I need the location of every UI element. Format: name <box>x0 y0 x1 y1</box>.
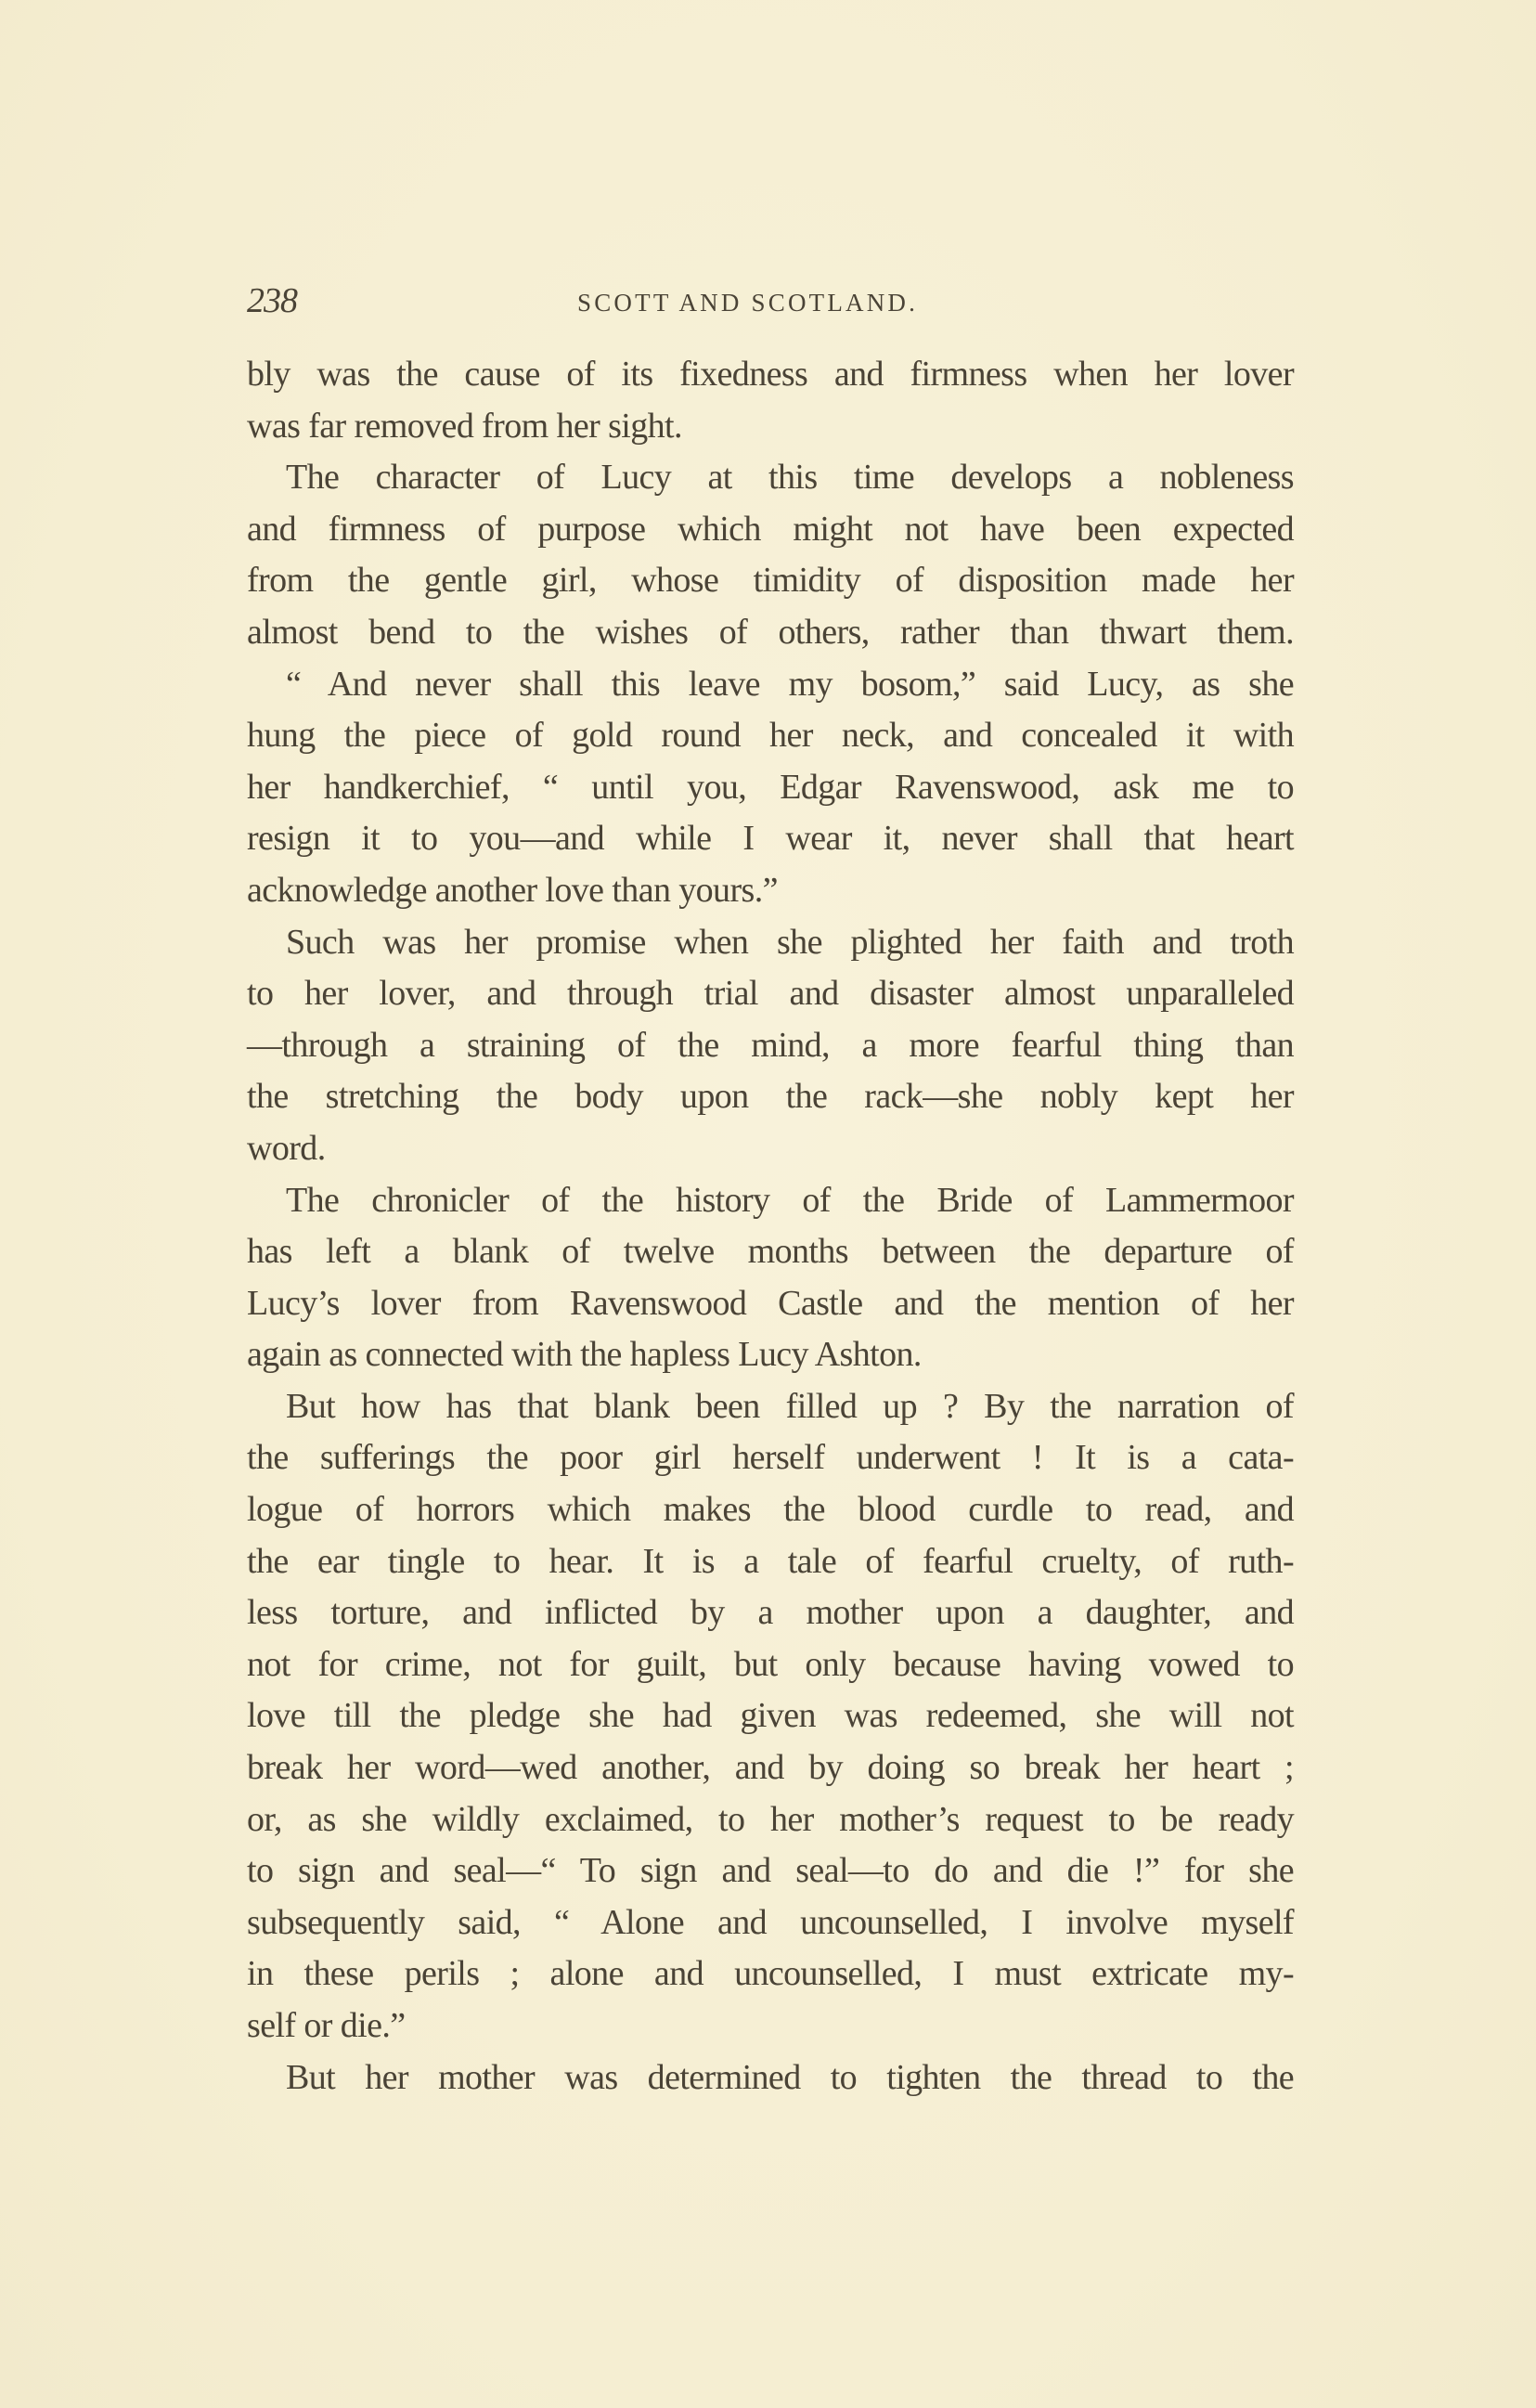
text-line: But how has that blank been filled up ? By the narration of <box>286 1386 1294 1426</box>
body-text <box>247 349 1294 2104</box>
text-line: resign it to you—and while I wear it, never shall that heart <box>247 819 1294 859</box>
paragraph <box>247 917 1294 1175</box>
text-line: love till the pledge she had given was redeemed, she will not <box>247 1696 1294 1736</box>
text-line: Lucy’s lover from Ravenswood Castle and the mention of her <box>247 1283 1294 1323</box>
text-line: break her word—wed another, and by doing so break her heart ; <box>247 1748 1294 1788</box>
text-line: bly was the cause of its fixedness and firmness when her lover <box>247 355 1294 394</box>
text-line: less torture, and inflicted by a mother upon a daughter, and <box>247 1593 1294 1633</box>
text-line: word. <box>247 1128 326 1168</box>
text-line: to her lover, and through trial and disaster almost unparalleled <box>247 974 1294 1014</box>
text-line: acknowledge another love than yours.” <box>247 870 778 910</box>
text-line: Such was her promise when she plighted her faith and troth <box>286 922 1294 962</box>
text-line: But her mother was determined to tighten the thread to the <box>286 2057 1294 2097</box>
running-head <box>247 278 1294 325</box>
text-line: in these perils ; alone and uncounselled, I must extricate my- <box>247 1954 1294 1994</box>
text-line: or, as she wildly exclaimed, to her mother’s request to be ready <box>247 1799 1294 1839</box>
text-line: from the gentle girl, whose timidity of disposition made her <box>247 561 1294 601</box>
text-line: the sufferings the poor girl herself underwent ! It is a cata- <box>247 1438 1294 1478</box>
text-line: The character of Lucy at this time develops a nobleness <box>286 458 1294 498</box>
text-line: The chronicler of the history of the Bride of Lammermoor <box>286 1180 1294 1220</box>
paragraph <box>247 452 1294 658</box>
running-title: SCOTT AND SCOTLAND. <box>577 289 919 317</box>
text-line: has left a blank of twelve months between the departure of <box>247 1232 1294 1272</box>
paragraph <box>247 2052 1294 2104</box>
text-line: was far removed from her sight. <box>247 406 682 446</box>
text-line: logue of horrors which makes the blood curdle to read, and <box>247 1490 1294 1530</box>
page-number: 238 <box>247 281 297 320</box>
text-line: self or die.” <box>247 2006 406 2045</box>
text-line: her handkerchief, “ until you, Edgar Ravenswood, ask me to <box>247 767 1294 807</box>
text-line: hung the piece of gold round her neck, and concealed it with <box>247 716 1294 756</box>
text-line: the ear tingle to hear. It is a tale of fearful cruelty, of ruth- <box>247 1541 1294 1581</box>
text-line: “ And never shall this leave my bosom,” said Lucy, as she <box>286 664 1294 704</box>
text-line: almost bend to the wishes of others, rather than thwart them. <box>247 612 1294 652</box>
text-line: and firmness of purpose which might not have been expected <box>247 509 1294 549</box>
text-line: —through a straining of the mind, a more fearful thing than <box>247 1025 1294 1065</box>
text-line: to sign and seal—“ To sign and seal—to do and die !” for she <box>247 1851 1294 1891</box>
text-line: not for crime, not for guilt, but only because having vowed to <box>247 1644 1294 1684</box>
text-line: subsequently said, “ Alone and uncounselled, I involve myself <box>247 1902 1294 1942</box>
paragraph <box>247 659 1294 917</box>
text-line: the stretching the body upon the rack—she nobly kept her <box>247 1077 1294 1117</box>
text-line: again as connected with the hapless Lucy Ashton. <box>247 1335 922 1375</box>
paragraph <box>247 349 1294 452</box>
paragraph <box>247 1381 1294 2052</box>
paragraph <box>247 1175 1294 1381</box>
